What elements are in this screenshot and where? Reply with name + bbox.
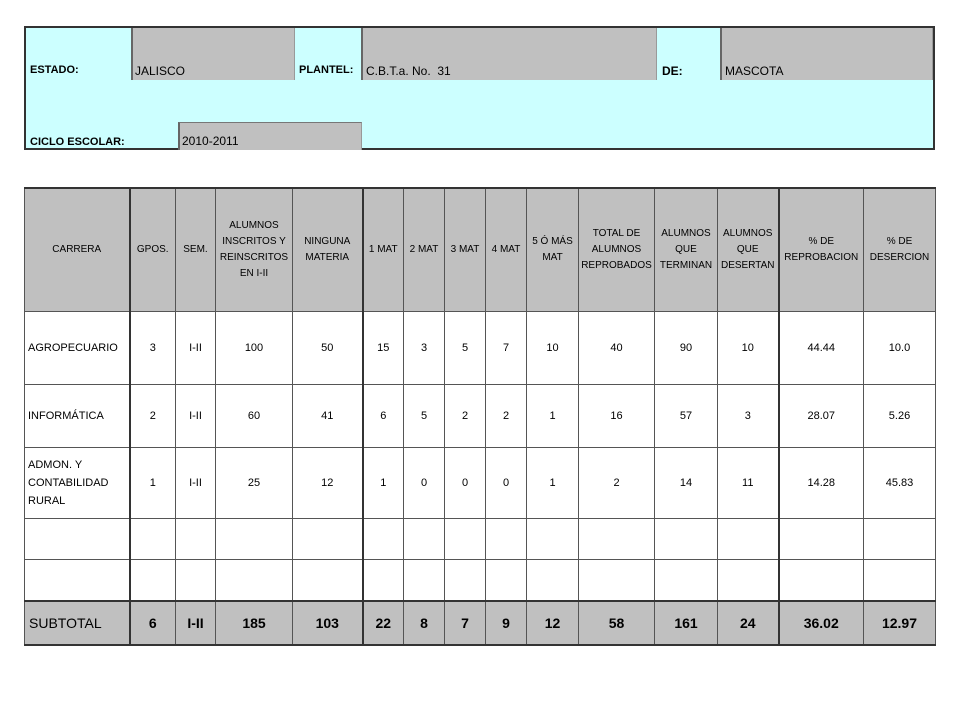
de-value: MASCOTA <box>725 64 784 78</box>
statistics-table <box>24 187 936 646</box>
subtotal-ninguna: 103 <box>293 601 363 645</box>
empty-cell <box>486 519 527 560</box>
cell-inscritos: 60 <box>216 385 293 448</box>
empty-cell <box>363 560 404 602</box>
col-alumnos-terminan: ALUMNOS QUE TERMINAN <box>655 188 718 312</box>
cell-terminan: 57 <box>655 385 718 448</box>
empty-cell <box>527 519 579 560</box>
col-2-mat: 2 MAT <box>404 188 445 312</box>
subtotal-terminan: 161 <box>655 601 718 645</box>
empty-cell <box>655 560 718 602</box>
subtotal-inscritos: 185 <box>216 601 293 645</box>
col-pct-reprobacion: % DE REPROBACION <box>779 188 864 312</box>
col-1-mat: 1 MAT <box>363 188 404 312</box>
cell-desertan: 10 <box>718 312 779 385</box>
empty-cell <box>579 560 655 602</box>
cell-gpos: 1 <box>130 448 176 519</box>
col-ninguna-materia: NINGUNA MATERIA <box>293 188 363 312</box>
cell-3-mat: 0 <box>445 448 486 519</box>
ciclo-value: 2010-2011 <box>182 134 239 148</box>
empty-cell <box>486 560 527 602</box>
subtotal-gpos: 6 <box>130 601 176 645</box>
empty-cell <box>864 519 936 560</box>
cell-5-mat: 1 <box>527 385 579 448</box>
col-pct-desercion: % DE DESERCION <box>864 188 936 312</box>
empty-row <box>25 519 936 560</box>
cell-2-mat: 5 <box>404 385 445 448</box>
cell-pct-desercion: 5.26 <box>864 385 936 448</box>
empty-cell <box>216 519 293 560</box>
cell-pct-reprobacion: 44.44 <box>779 312 864 385</box>
empty-cell <box>130 519 176 560</box>
plantel-label: PLANTEL: <box>299 64 354 76</box>
empty-cell <box>25 519 130 560</box>
cell-carrera: AGROPECUARIO <box>25 312 130 385</box>
empty-cell <box>718 560 779 602</box>
plantel-value-box <box>361 28 657 80</box>
empty-cell <box>363 519 404 560</box>
cell-pct-reprobacion: 28.07 <box>779 385 864 448</box>
empty-cell <box>404 560 445 602</box>
subtotal-desertan: 24 <box>718 601 779 645</box>
ciclo-label: CICLO ESCOLAR: <box>30 136 125 148</box>
estado-value-box <box>131 28 295 80</box>
empty-cell <box>579 519 655 560</box>
cell-carrera: ADMON. Y CONTABILIDAD RURAL <box>25 448 130 519</box>
empty-cell <box>176 519 216 560</box>
empty-cell <box>176 560 216 602</box>
empty-cell <box>25 560 130 602</box>
col-5-mas-mat: 5 Ó MÁS MAT <box>527 188 579 312</box>
cell-ninguna: 12 <box>293 448 363 519</box>
table-row <box>25 312 936 385</box>
subtotal-total-reprobados: 58 <box>579 601 655 645</box>
subtotal-1-mat: 22 <box>363 601 404 645</box>
cell-total-reprobados: 16 <box>579 385 655 448</box>
col-sem: SEM. <box>176 188 216 312</box>
cell-pct-reprobacion: 14.28 <box>779 448 864 519</box>
empty-cell <box>655 519 718 560</box>
cell-terminan: 90 <box>655 312 718 385</box>
cell-desertan: 3 <box>718 385 779 448</box>
empty-cell <box>130 560 176 602</box>
empty-cell <box>779 560 864 602</box>
cell-inscritos: 25 <box>216 448 293 519</box>
cell-pct-desercion: 45.83 <box>864 448 936 519</box>
cell-5-mat: 10 <box>527 312 579 385</box>
col-carrera: CARRERA <box>25 188 130 312</box>
cell-4-mat: 7 <box>486 312 527 385</box>
estado-value: JALISCO <box>135 64 186 78</box>
subtotal-row <box>25 601 936 645</box>
cell-total-reprobados: 40 <box>579 312 655 385</box>
cell-pct-desercion: 10.0 <box>864 312 936 385</box>
ciclo-value-box <box>178 122 362 150</box>
empty-cell <box>445 560 486 602</box>
cell-terminan: 14 <box>655 448 718 519</box>
de-label: DE: <box>662 64 683 78</box>
col-3-mat: 3 MAT <box>445 188 486 312</box>
cell-3-mat: 2 <box>445 385 486 448</box>
cell-1-mat: 1 <box>363 448 404 519</box>
subtotal-label: SUBTOTAL <box>25 601 130 645</box>
cell-gpos: 2 <box>130 385 176 448</box>
cell-3-mat: 5 <box>445 312 486 385</box>
cell-inscritos: 100 <box>216 312 293 385</box>
empty-row <box>25 560 936 602</box>
plantel-value: C.B.T.a. No. 31 <box>366 64 451 78</box>
estado-label: ESTADO: <box>30 64 79 76</box>
cell-1-mat: 6 <box>363 385 404 448</box>
cell-gpos: 3 <box>130 312 176 385</box>
col-alumnos-inscritos: ALUMNOS INSCRITOS Y REINSCRITOS EN I-II <box>216 188 293 312</box>
cell-ninguna: 41 <box>293 385 363 448</box>
empty-cell <box>779 519 864 560</box>
empty-cell <box>445 519 486 560</box>
de-value-box <box>720 28 933 80</box>
header-panel <box>24 26 935 150</box>
table-row <box>25 385 936 448</box>
subtotal-pct-desercion: 12.97 <box>864 601 936 645</box>
col-alumnos-desertan: ALUMNOS QUE DESERTAN <box>718 188 779 312</box>
empty-cell <box>718 519 779 560</box>
cell-2-mat: 0 <box>404 448 445 519</box>
empty-cell <box>864 560 936 602</box>
cell-1-mat: 15 <box>363 312 404 385</box>
cell-4-mat: 2 <box>486 385 527 448</box>
cell-2-mat: 3 <box>404 312 445 385</box>
cell-sem: I-II <box>176 385 216 448</box>
subtotal-4-mat: 9 <box>486 601 527 645</box>
empty-cell <box>293 519 363 560</box>
empty-cell <box>527 560 579 602</box>
subtotal-5-mat: 12 <box>527 601 579 645</box>
subtotal-2-mat: 8 <box>404 601 445 645</box>
col-4-mat: 4 MAT <box>486 188 527 312</box>
cell-total-reprobados: 2 <box>579 448 655 519</box>
subtotal-pct-reprobacion: 36.02 <box>779 601 864 645</box>
empty-cell <box>216 560 293 602</box>
cell-4-mat: 0 <box>486 448 527 519</box>
cell-sem: I-II <box>176 448 216 519</box>
subtotal-3-mat: 7 <box>445 601 486 645</box>
col-total-reprobados: TOTAL DE ALUMNOS REPROBADOS <box>579 188 655 312</box>
cell-5-mat: 1 <box>527 448 579 519</box>
col-gpos: GPOS. <box>130 188 176 312</box>
table-header-row <box>25 188 936 312</box>
subtotal-sem: I-II <box>176 601 216 645</box>
cell-carrera: INFORMÁTICA <box>25 385 130 448</box>
cell-desertan: 11 <box>718 448 779 519</box>
table-row <box>25 448 936 519</box>
cell-ninguna: 50 <box>293 312 363 385</box>
empty-cell <box>404 519 445 560</box>
cell-sem: I-II <box>176 312 216 385</box>
empty-cell <box>293 560 363 602</box>
